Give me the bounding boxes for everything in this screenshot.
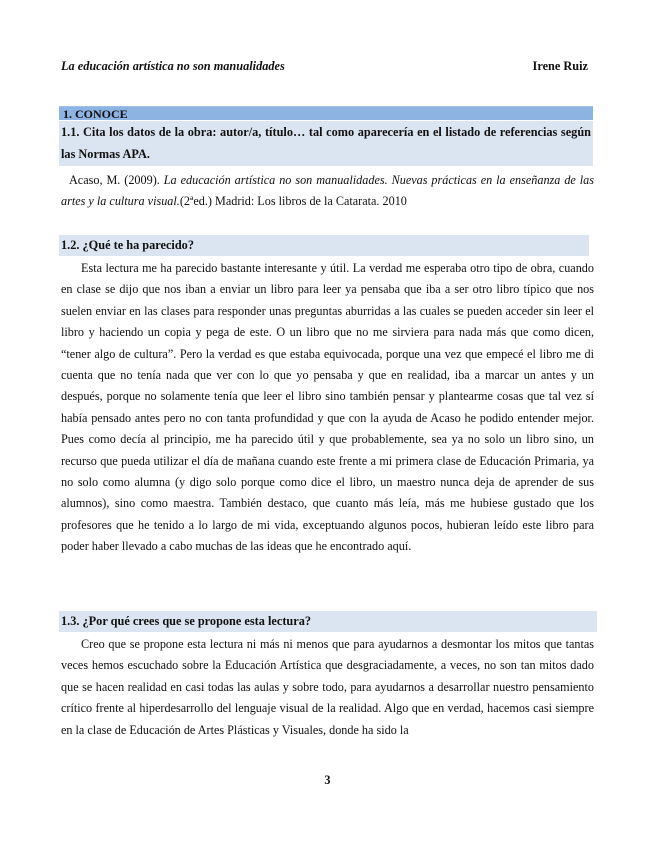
reference-paragraph <box>61 170 594 213</box>
page-header <box>61 59 588 74</box>
q3-heading: 1.3. ¿Por qué crees que se propone esta lectura? <box>61 614 312 628</box>
header-title: La educación artística no son manualidades <box>61 59 285 73</box>
q3-answer-text: Creo que se propone esta lectura ni más ni menos que para ayudarnos a desmontar los mitos que tantas veces hemos escuchado sobre la Educación Artística que desgraciadamente, a veces, no son tan mitos dado que se hacen realidad en casi todas las aulas y sobre todo, para ayudarnos a desarrollar nuestro pensamiento crítico frente al hiperdesarrollo del lenguaje visual de la realidad. Algo que en verdad, hacemos casi siempre en la clase de Educación de Artes Plásticas y Visuales, donde ha sido la <box>61 637 594 737</box>
q2-answer-text: Esta lectura me ha parecido bastante interesante y útil. La verdad me esperaba otro tipo de obra, cuando en clase se dijo que nos iban a enviar un libro para leer ya pensaba que iba a ser otro libro típico que nos suelen enviar en las clases para responder unas preguntas aburridas a las cuales se pueden acceder sin leer el libro y haciendo un copia y pega de este. O un libro que no me sirviera para nada más que como dicen, “tener algo de cultura”. Pero la verdad es que estaba equivocada, porque una vez que empecé el libro me di cuenta que no tenía nada que ver con lo que yo pensaba y que en realidad, iba a marcar un antes y un después, porque no solamente tenía que leer el libro sino también pensar y plantearme cosas que tal vez sí había pensado antes pero no con tanta profundidad y que con la ayuda de Acaso he podido entender mejor. Pues como decía al principio, me ha parecido útil y que probablemente, sea ya no solo un libro sino, un recurso que pueda utilizar el día de mañana cuando este frente a mi primera clase de Educación Primaria, ya no solo como alumna (y digo solo porque como dice el libro, un maestro nunca deja de aprender de sus alumnos), sino como maestra. También destaco, que cuanto más leía, más me hubiese gustado que los profesores que he tenido a lo largo de mi vida, exceptuando algunos pocos, hubieran leído este libro para poder haber llevado a cabo muchas de las ideas que he encontrado aquí. <box>61 261 594 554</box>
q2-heading: 1.2. ¿Qué te ha parecido? <box>61 238 194 252</box>
section-heading: 1. CONOCE <box>59 106 593 120</box>
q2-answer <box>61 258 594 558</box>
reference-title: La educación artística no son manualidades. Nuevas prácticas en la enseñanza de las artes y la cultura visual. <box>61 173 594 209</box>
page-number: 3 <box>324 773 331 787</box>
reference-authors: Acaso, M. (2009). <box>69 173 164 187</box>
q1-heading: 1.1. Cita los datos de la obra: autor/a, título… tal como aparecería en el listado de referencias según las Normas APA. <box>61 125 591 161</box>
header-author: Irene Ruiz <box>532 59 588 73</box>
q3-answer <box>61 634 594 741</box>
reference-publisher: (2ªed.) Madrid: Los libros de la Catarata. 2010 <box>179 194 407 209</box>
